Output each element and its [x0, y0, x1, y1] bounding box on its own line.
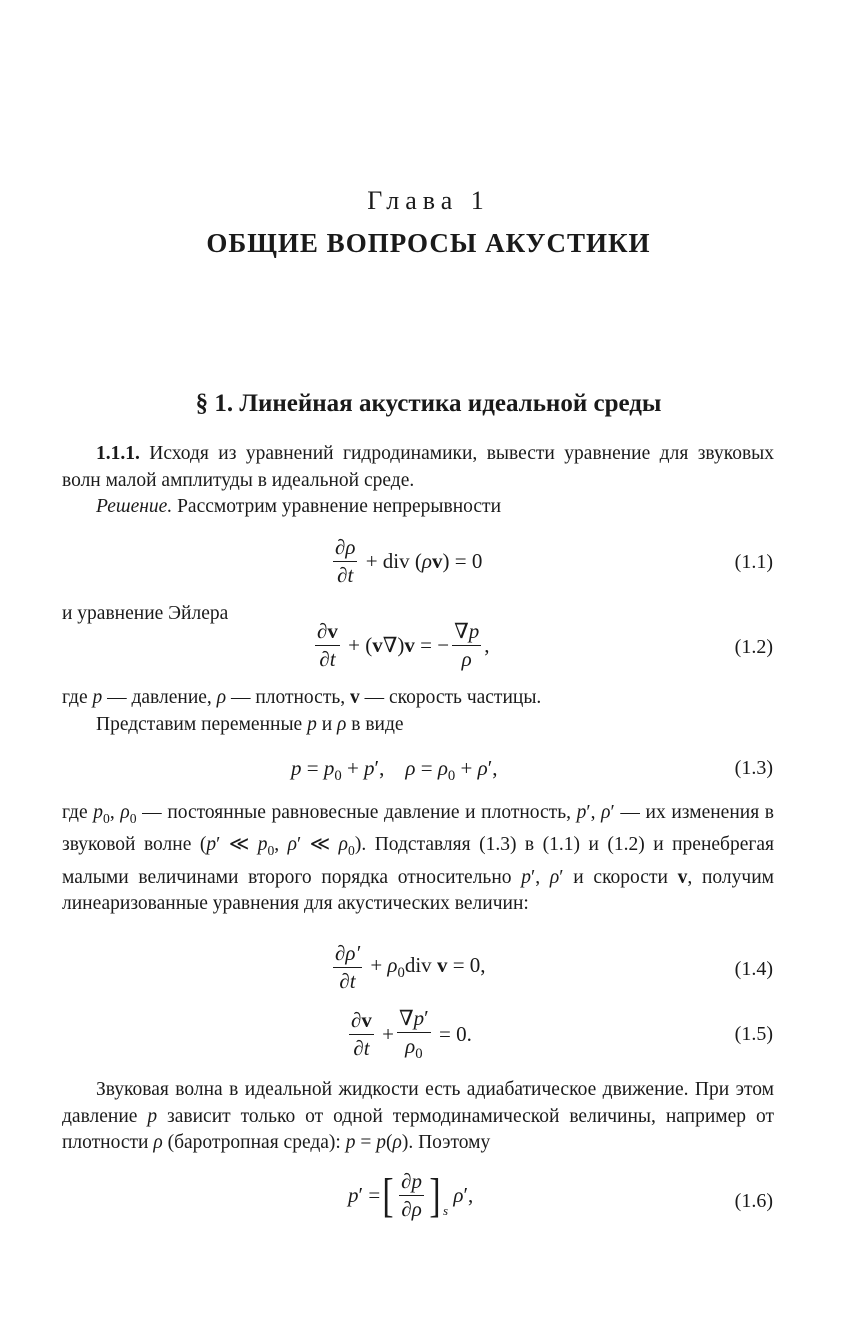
solution-intro: Рассмотрим уравнение непрерывности [177, 496, 502, 517]
equation-1-4: $\frac{\partial\rho'}{\partial t}$ + $\rho_0div$ v = 0, [335, 941, 486, 994]
equation-1-3: $p = p_0 + p'$, $\rho = \rho_0 + \rho'$, [291, 756, 498, 785]
equation-1-6: p′ = [ $\frac{\partial p}{\partial\rho}$ ] s ρ′, [348, 1168, 474, 1222]
equation-number-1-2: (1.2) [734, 636, 773, 658]
problem-number: 1.1.1. [96, 443, 140, 464]
equation-number-1-1: (1.1) [734, 551, 773, 573]
definitions-paragraph: где p — давление, ρ — плотность, v — скорость частицы. Представим переменные p и ρ в виде [62, 687, 542, 735]
euler-intro: и уравнение Эйлера [62, 603, 229, 624]
equation-number-1-5: (1.5) [734, 1023, 773, 1045]
section-title: § 1. Линейная акустика идеальной среды [195, 390, 662, 417]
problem-statement [62, 441, 774, 521]
equation-number-1-4: (1.4) [734, 958, 773, 980]
equation-1-1: $\frac{\partial\rho}{\partial t}$ + div (ρv) = 0 [335, 535, 483, 588]
equation-number-1-6: (1.6) [734, 1190, 773, 1212]
chapter-title: ОБЩИЕ ВОПРОСЫ АКУСТИКИ [206, 228, 651, 258]
adiabatic-paragraph: Звуковая волна в идеальной жидкости есть адиабатическое движение. При этом давление p зависит только от одной термодинамической величины, например от плотности ρ (баротропная среда): p = p(ρ). Поэтому [62, 1079, 774, 1153]
equation-1-2: $\frac{\partial v}{\partial t}$ + (v∇)v = − $\frac{\nabla p}{\rho}$ , [317, 619, 490, 672]
problem-text: Исходя из уравнений гидродинамики, вывести уравнение для звуковых волн малой амплитуды в идеальной среде. [62, 443, 775, 491]
equation-1-5: $\frac{\partial v}{\partial t}$ + $\frac{\nabla p'}{\rho_0}$ = 0. [351, 1006, 472, 1063]
linearization-paragraph: где $p_0$, $\rho_0$ — постоянные равновесные давление и плотность, p′, ρ′ — их изменения в звуковой волне (p′ ≪ $p_0$, ρ′ ≪ $\rho_0$). Подставляя (1.3) в (1.1) и (1.2) и пренебрегая малыми величинами второго порядка относительно p′, ρ′ и скорости v, получим линеаризованные уравнения для акустических величин: [62, 802, 775, 915]
chapter-label: Глава 1 [367, 186, 490, 215]
solution-label: Решение. [96, 496, 173, 517]
equation-number-1-3: (1.3) [734, 757, 773, 779]
